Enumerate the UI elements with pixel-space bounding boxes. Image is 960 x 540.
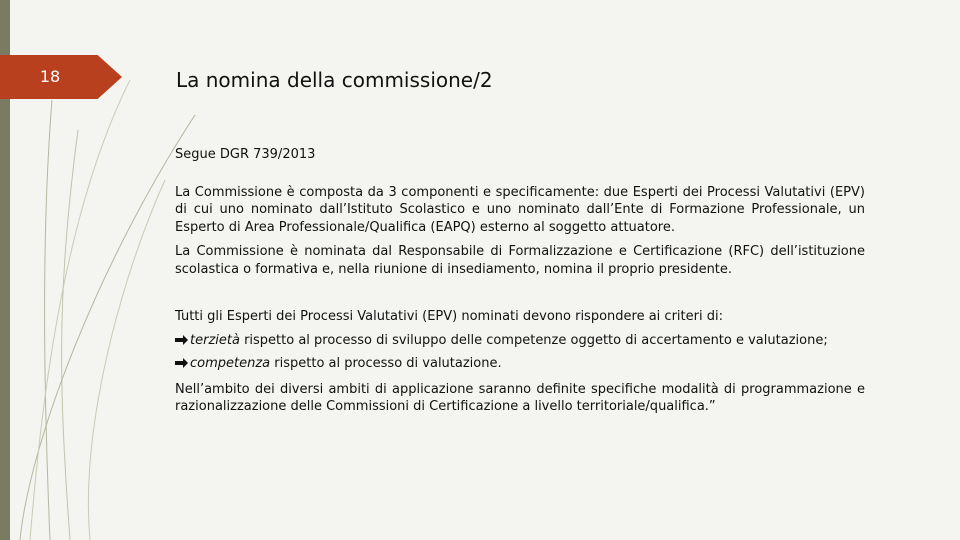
bullet-term: terzietà [190,332,240,348]
arrow-bullet-icon [175,335,188,345]
bullet-text: rispetto al processo di valutazione. [270,356,502,371]
arrow-bullet-icon [175,358,188,368]
page-number: 18 [39,67,61,86]
slide-title: La nomina della commissione/2 [176,68,493,92]
slide-content [175,146,865,416]
paragraph-ambito: Nell’ambito dei diversi ambiti di applicazione saranno definite specifiche modalità di programmazione e razionalizzazione delle Commissioni di Certificazione a livello territoriale/qualifica.” [175,381,865,414]
bullet-item [175,332,865,350]
bullet-item [175,355,865,373]
slide-subtitle: Segue DGR 739/2013 [175,147,316,162]
paragraph-composizione: La Commissione è composta da 3 componenti e specificamente: due Esperti dei Processi Valutativi (EPV) di cui uno nominato dall’Istituto Scolastico e uno nominato dall’Ente di Formazione Professionale, un Esperto di Area Professionale/Qualifica (EAPQ) esterno al soggetto attuatore. [175,184,865,235]
paragraph-criteri: Tutti gli Esperti dei Processi Valutativi (EPV) nominati devono rispondere ai criteri di: [175,309,723,324]
bullet-text: rispetto al processo di sviluppo delle competenze oggetto di accertamento e valutazione; [239,332,828,348]
paragraph-nomina: La Commissione è nominata dal Responsabile di Formalizzazione e Certificazione (RFC) dell’istituzione scolastica o formativa e, nella riunione di insediamento, nomina il proprio presidente. [175,244,865,277]
bullet-term: competenza [190,356,271,371]
